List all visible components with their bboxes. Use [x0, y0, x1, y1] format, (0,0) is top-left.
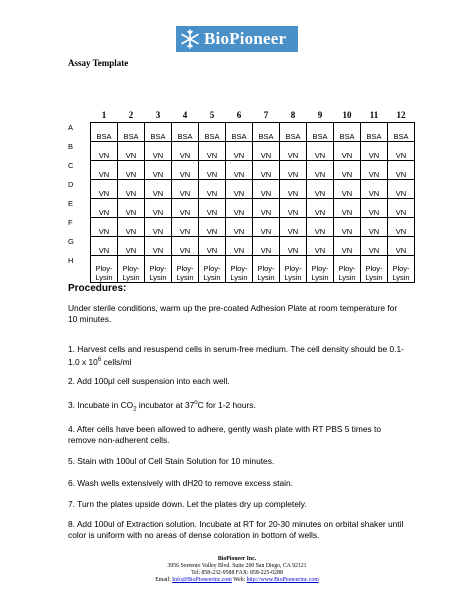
plate-row [68, 161, 415, 180]
well-cell: Ploy- Lysin [145, 256, 172, 283]
well-cell: VN [226, 161, 253, 180]
well-cell: VN [118, 237, 145, 256]
well-cell: BSA [361, 123, 388, 142]
well-cell: VN [307, 180, 334, 199]
plate-row [68, 180, 415, 199]
well-cell: VN [226, 142, 253, 161]
footer-phone: Tel: 858-232-9588 FAX: 858-225-0288 [191, 570, 283, 576]
well-cell: VN [91, 161, 118, 180]
well-cell: VN [388, 237, 415, 256]
well-cell: VN [280, 237, 307, 256]
footer-web-label: Web: [231, 577, 247, 583]
footer-email-link[interactable]: Info@BioPioneerinc.com [172, 577, 232, 583]
well-cell: VN [91, 218, 118, 237]
well-cell: VN [253, 199, 280, 218]
step-1-text: 1. Harvest cells and resuspend cells in serum-free medium. The cell density should be 0.1-1.0 x 10 [68, 344, 404, 367]
well-cell: VN [307, 142, 334, 161]
well-cell: VN [199, 199, 226, 218]
well-cell: VN [226, 180, 253, 199]
step-3-text-a: 3. Incubate in CO [68, 399, 134, 410]
well-cell: Ploy- Lysin [172, 256, 199, 283]
well-cell: VN [280, 142, 307, 161]
well-cell: VN [172, 180, 199, 199]
well-cell: VN [118, 199, 145, 218]
well-cell: BSA [253, 123, 280, 142]
well-cell: VN [334, 199, 361, 218]
well-cell: VN [172, 161, 199, 180]
footer-email-label: Email: [155, 577, 173, 583]
row-label: D [68, 179, 74, 189]
column-header: 6 [236, 110, 242, 120]
plate-row [68, 256, 415, 283]
well-cell: BSA [388, 123, 415, 142]
well-cell: VN [280, 161, 307, 180]
well-cell: VN [280, 199, 307, 218]
column-header: 10 [342, 110, 352, 120]
well-cell: BSA [91, 123, 118, 142]
step-4: 4. After cells have been allowed to adhere, gently wash plate with RT PBS 5 times to remove non-adherent cells. [68, 424, 381, 445]
well-cell: VN [145, 161, 172, 180]
well-cell: VN [172, 142, 199, 161]
well-cell: VN [307, 161, 334, 180]
step-3 [68, 398, 408, 415]
plate-body [68, 123, 415, 283]
snowflake-logo-icon [179, 28, 201, 50]
step-1-unit: cells/ml [101, 356, 132, 367]
well-cell: VN [388, 161, 415, 180]
well-cell: VN [388, 199, 415, 218]
well-cell: VN [334, 142, 361, 161]
footer-address: 3956 Sorrento Valley Blvd. Suite 200 San Diego, CA 92121 [167, 563, 307, 569]
step-5: 5. Stain with 100ul of Cell Stain Solution for 10 minutes. [68, 456, 275, 466]
well-cell: VN [91, 199, 118, 218]
column-header: 7 [263, 110, 269, 120]
corner-cell [68, 108, 91, 123]
biopioneer-logo [176, 26, 298, 52]
well-cell: VN [253, 237, 280, 256]
well-cell: Ploy- Lysin [280, 256, 307, 283]
column-header: 4 [182, 110, 188, 120]
column-header: 12 [396, 110, 406, 120]
step-1 [68, 344, 408, 368]
well-cell: VN [334, 218, 361, 237]
well-cell: BSA [334, 123, 361, 142]
well-cell: VN [145, 218, 172, 237]
well-cell: VN [388, 180, 415, 199]
column-header: 11 [369, 110, 379, 120]
well-cell: VN [361, 218, 388, 237]
row-label: G [68, 236, 74, 246]
well-cell: VN [253, 161, 280, 180]
well-cell: VN [334, 237, 361, 256]
well-cell: VN [361, 180, 388, 199]
step-3-text-c: C for 1-2 hours. [197, 399, 256, 410]
well-cell: Ploy- Lysin [388, 256, 415, 283]
plate-row [68, 199, 415, 218]
well-cell: Ploy- Lysin [253, 256, 280, 283]
well-cell: VN [118, 218, 145, 237]
row-label: E [68, 198, 74, 208]
well-cell: VN [307, 237, 334, 256]
procedures-title: Procedures: [68, 283, 127, 294]
column-header: 9 [317, 110, 323, 120]
well-cell: Ploy- Lysin [118, 256, 145, 283]
well-cell: VN [361, 199, 388, 218]
step-2: 2. Add 100µl cell suspension into each well. [68, 376, 230, 386]
step-1-exponent: 6 [97, 357, 102, 363]
column-header: 2 [128, 110, 134, 120]
well-cell: VN [253, 218, 280, 237]
well-cell: VN [172, 218, 199, 237]
column-header: 8 [290, 110, 296, 120]
step-6: 6. Wash wells extensively with dH20 to remove excess stain. [68, 478, 293, 488]
well-cell: VN [145, 199, 172, 218]
step-7: 7. Turn the plates upside down. Let the plates dry up completely. [68, 499, 307, 509]
well-cell: BSA [145, 123, 172, 142]
well-cell: VN [334, 180, 361, 199]
plate-row [68, 142, 415, 161]
plate-row [68, 237, 415, 256]
well-cell: VN [118, 142, 145, 161]
procedures-intro: Under sterile conditions, warm up the pre-coated Adhesion Plate at room temperature for 10 minutes. [68, 303, 398, 324]
well-cell: VN [280, 180, 307, 199]
well-cell: VN [253, 180, 280, 199]
well-cell: BSA [307, 123, 334, 142]
logo-text: BioPioneer [204, 29, 287, 48]
well-cell: BSA [226, 123, 253, 142]
well-cell: BSA [172, 123, 199, 142]
well-cell: VN [253, 142, 280, 161]
column-header: 3 [155, 110, 161, 120]
well-cell: VN [388, 218, 415, 237]
plate-row [68, 123, 415, 142]
step-8: 8. Add 100ul of Extraction solution. Incubate at RT for 20-30 minutes on orbital shaker until color is uniform with no areas of dense coloration in bottom of wells. [68, 519, 404, 540]
well-cell: VN [91, 180, 118, 199]
footer [0, 556, 474, 584]
row-label: F [68, 217, 73, 227]
well-cell: Ploy- Lysin [199, 256, 226, 283]
well-cell: VN [361, 161, 388, 180]
well-cell: VN [118, 161, 145, 180]
step-3-subscript: 2 [133, 406, 137, 413]
column-header-row [68, 108, 415, 123]
well-cell: VN [307, 199, 334, 218]
well-cell: VN [145, 142, 172, 161]
well-cell: VN [307, 218, 334, 237]
well-cell: Ploy- Lysin [361, 256, 388, 283]
well-cell: BSA [280, 123, 307, 142]
well-cell: VN [361, 142, 388, 161]
row-label: A [68, 122, 74, 132]
row-label: H [68, 255, 74, 265]
step-3-text-b: incubator at 37 [136, 399, 195, 410]
step-3-superscript: o [194, 400, 198, 406]
well-cell: VN [199, 180, 226, 199]
well-cell: VN [361, 237, 388, 256]
plate-row [68, 218, 415, 237]
footer-contact [0, 577, 474, 584]
footer-company: BioPioneer Inc. [217, 556, 257, 562]
well-cell: BSA [118, 123, 145, 142]
well-cell: VN [91, 237, 118, 256]
well-cell: Ploy- Lysin [334, 256, 361, 283]
well-cell: VN [199, 237, 226, 256]
well-cell: VN [172, 199, 199, 218]
well-cell: VN [334, 161, 361, 180]
well-cell: VN [226, 199, 253, 218]
well-cell: VN [280, 218, 307, 237]
well-cell: VN [199, 161, 226, 180]
well-cell: VN [226, 218, 253, 237]
row-label: B [68, 141, 74, 151]
well-cell: VN [172, 237, 199, 256]
page-title: Assay Template [68, 58, 129, 68]
well-cell: Ploy- Lysin [91, 256, 118, 283]
well-cell: VN [199, 218, 226, 237]
plate-layout-table [68, 108, 415, 283]
row-label: C [68, 160, 74, 170]
well-cell: VN [91, 142, 118, 161]
well-cell: VN [118, 180, 145, 199]
well-cell: VN [199, 142, 226, 161]
well-cell: Ploy- Lysin [307, 256, 334, 283]
well-cell: BSA [199, 123, 226, 142]
column-header: 5 [209, 110, 215, 120]
well-cell: VN [226, 237, 253, 256]
well-cell: Ploy- Lysin [226, 256, 253, 283]
column-header: 1 [101, 110, 107, 120]
well-cell: VN [145, 237, 172, 256]
footer-web-link[interactable]: http://www.BioPioneerinc.com [246, 577, 319, 583]
well-cell: VN [388, 142, 415, 161]
well-cell: VN [145, 180, 172, 199]
